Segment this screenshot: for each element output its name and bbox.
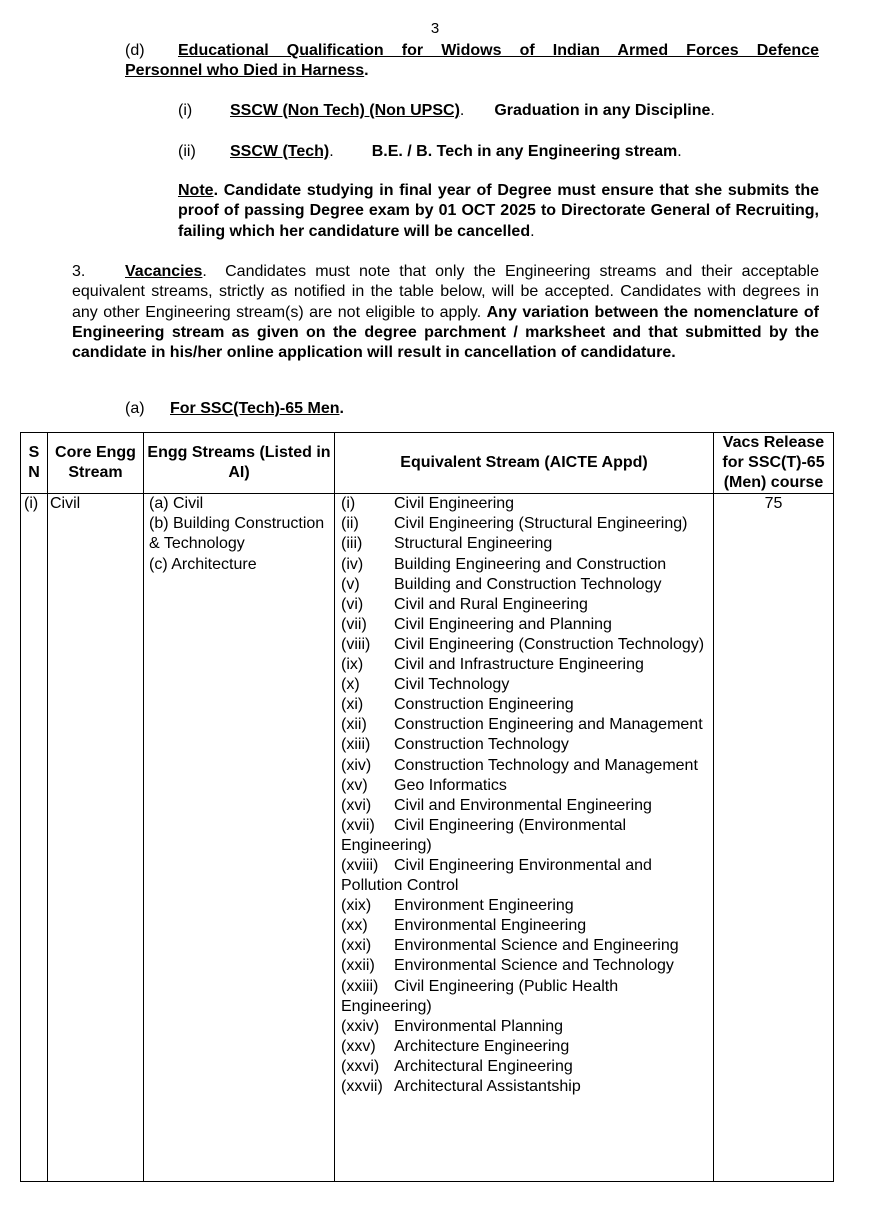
equivalent-stream-name: Environmental Engineering [394,917,587,935]
header-engg-streams: Engg Streams (Listed in AI) [144,433,335,494]
equivalent-stream-number: (xix) [341,897,372,915]
item-name: SSCW (Non Tech) (Non UPSC) [230,102,460,119]
equivalent-stream-name: Civil Engineering (Public Health Engineering) [341,977,619,1015]
equivalent-stream-name: Civil Engineering [394,495,515,513]
note-label: Note [178,182,214,199]
table-header-row [21,433,834,494]
equivalent-stream-number: (xxv) [341,1037,376,1055]
subsection-a [125,399,344,419]
equivalent-stream-item [341,1017,711,1037]
equivalent-stream-item [341,555,711,575]
equivalent-stream-name: Civil and Environmental Engineering [394,796,652,814]
equivalent-stream-item [341,936,711,956]
page-number: 3 [430,20,440,37]
equivalent-stream-item [341,675,711,695]
qualification-item [178,101,715,121]
equivalent-stream-name: Civil Technology [394,676,510,694]
item-sep: . [459,102,465,119]
equivalent-stream-number: (v) [341,575,360,593]
engg-stream-item: (b) Building Construction & Technology [149,515,325,553]
equivalent-stream-item [341,956,711,976]
equivalent-stream-item [341,896,711,916]
equivalent-stream-number: (xxvii) [341,1078,383,1095]
equivalent-stream-number: (xxi) [341,937,372,955]
cell-core-stream: Civil [48,494,144,1182]
equivalent-stream-number: (xiv) [341,756,372,774]
cell-sn: (i) [21,494,48,1182]
section-d-title-line1: Educational Qualification for Widows of Indian Armed Forces Defence [178,42,819,59]
equivalent-stream-item [341,977,711,1017]
equivalent-stream-name: Civil Engineering Environmental and Pollution Control [341,856,652,895]
equivalent-stream-number: (iii) [341,535,363,553]
equivalent-stream-item [341,735,711,755]
section-d-label: (d) [125,42,145,59]
equivalent-stream-name: Civil Engineering (Construction Technology) [394,635,705,653]
equivalent-stream-name: Architectural Assistantship [394,1078,581,1095]
equivalent-stream-number: (xvii) [341,816,375,834]
item-name: SSCW (Tech) [230,143,330,160]
equivalent-stream-name: Civil and Infrastructure Engineering [394,656,644,674]
equivalent-stream-number: (xxvi) [341,1057,380,1075]
subsection-a-title: For SSC(Tech)-65 Men [170,400,340,417]
item-sep: . [329,143,334,160]
equivalent-stream-number: (xvi) [341,796,372,814]
item-desc: Graduation in any Discipline [494,102,711,119]
vacancies-number: 3. [72,263,86,280]
note-text: . Candidate studying in final year of Degree must ensure that she submits the proof of passing Degree exam by 01 OCT 2025 to Directorate General of Recruiting, failing which her candidature will be cancelled [178,182,819,240]
equivalent-stream-name: Construction Technology [394,736,569,754]
equivalent-stream-number: (xxii) [341,957,375,975]
cell-engg-streams [144,494,335,1182]
note-end: . [530,222,535,240]
equivalent-stream-name: Building and Construction Technology [394,575,662,593]
subsection-a-label: (a) [125,400,145,417]
engg-stream-item: (a) Civil [149,495,204,513]
vacancies-text: Candidates must note that only the Engineering streams and their acceptable equivalent streams, strictly as notified in the table below, will be accepted. Candidates with degrees in any other Engineering stream(s) are not eligible to apply. [72,263,824,321]
equivalent-stream-number: (viii) [341,635,371,653]
subsection-a-end: . [339,400,344,417]
equivalent-stream-name: Environment Engineering [394,897,574,915]
equivalent-stream-number: (ix) [341,656,364,674]
equivalent-stream-item [341,796,711,816]
item-end: . [677,143,682,160]
equivalent-stream-number: (i) [341,495,356,513]
section-d [125,41,819,81]
equivalent-stream-item [341,1037,711,1057]
equivalent-stream-item [341,514,711,534]
equivalent-stream-item [341,1077,711,1097]
note-paragraph [178,181,819,242]
equivalent-stream-item [341,816,711,856]
equivalent-stream-item [341,635,711,655]
equivalent-stream-item [341,776,711,796]
equivalent-stream-name: Building Engineering and Construction [394,555,667,573]
equivalent-stream-item [341,756,711,776]
equivalent-stream-item [341,615,711,635]
vacancies-table [20,432,834,1182]
equivalent-stream-name: Environmental Science and Technology [394,957,674,975]
equivalent-stream-name: Architecture Engineering [394,1037,570,1055]
equivalent-stream-item [341,494,711,514]
header-core-stream: Core Engg Stream [48,433,144,494]
equivalent-stream-name: Architectural Engineering [394,1057,573,1075]
equivalent-stream-item [341,856,711,896]
equivalent-stream-number: (x) [341,676,360,694]
item-desc: B.E. / B. Tech in any Engineering stream [371,143,678,160]
cell-equivalent-streams [335,494,714,1182]
equivalent-stream-number: (xviii) [341,856,379,874]
equivalent-stream-number: (ii) [341,515,359,533]
equivalent-stream-item [341,575,711,595]
equivalent-stream-name: Environmental Science and Engineering [394,937,679,955]
equivalent-stream-number: (xiii) [341,736,371,754]
item-roman: (ii) [178,143,196,160]
equivalent-stream-name: Construction Engineering and Management [394,716,703,734]
equivalent-stream-item [341,916,711,936]
equivalent-stream-item [341,715,711,735]
table-row [21,494,834,1182]
equivalent-stream-name: Construction Engineering [394,696,574,714]
header-sn: S N [21,433,48,494]
equivalent-stream-name: Structural Engineering [394,535,553,553]
equivalent-stream-item [341,534,711,554]
equivalent-stream-name: Environmental Planning [394,1017,563,1035]
equivalent-stream-name: Civil and Rural Engineering [394,595,588,613]
vacancies-paragraph [72,262,824,363]
engg-stream-item: (c) Architecture [149,555,257,573]
equivalent-stream-number: (vii) [341,615,367,633]
header-equivalent-stream: Equivalent Stream (AICTE Appd) [335,433,714,494]
vacancies-heading: Vacancies [125,263,203,280]
equivalent-stream-name: Geo Informatics [394,776,507,794]
equivalent-stream-number: (xv) [341,776,368,794]
equivalent-stream-name: Civil Engineering (Structural Engineering) [394,515,688,533]
equivalent-stream-item [341,1057,711,1077]
equivalent-stream-name: Civil Engineering (Environmental Engineering) [341,816,627,854]
section-d-title-end: . [364,62,369,79]
equivalent-stream-number: (xxiii) [341,977,379,995]
equivalent-stream-number: (vi) [341,595,364,613]
item-roman: (i) [178,102,193,119]
equivalent-stream-number: (xii) [341,716,367,734]
equivalent-stream-item [341,655,711,675]
equivalent-stream-number: (xx) [341,917,368,935]
item-end: . [710,102,715,119]
equivalent-stream-name: Construction Technology and Management [394,756,698,774]
equivalent-stream-number: (xi) [341,696,364,714]
qualification-item [178,142,682,162]
section-d-title-line2: Personnel who Died in Harness [125,62,365,79]
cell-vacs: 75 [714,494,834,1182]
equivalent-stream-item [341,695,711,715]
equivalent-stream-number: (xxiv) [341,1017,380,1035]
vacancies-bold-text: Any variation between the nomenclature of Engineering stream as given on the degree parchment / marksheet and that submitted by the candidate in his/her online application will result in cancellation of candidature. [72,303,819,362]
header-vacs-release: Vacs Release for SSC(T)-65 (Men) course [714,433,834,494]
equivalent-stream-item [341,595,711,615]
vacancies-heading-end: . [202,263,207,280]
equivalent-stream-number: (iv) [341,555,364,573]
equivalent-stream-name: Civil Engineering and Planning [394,615,612,633]
